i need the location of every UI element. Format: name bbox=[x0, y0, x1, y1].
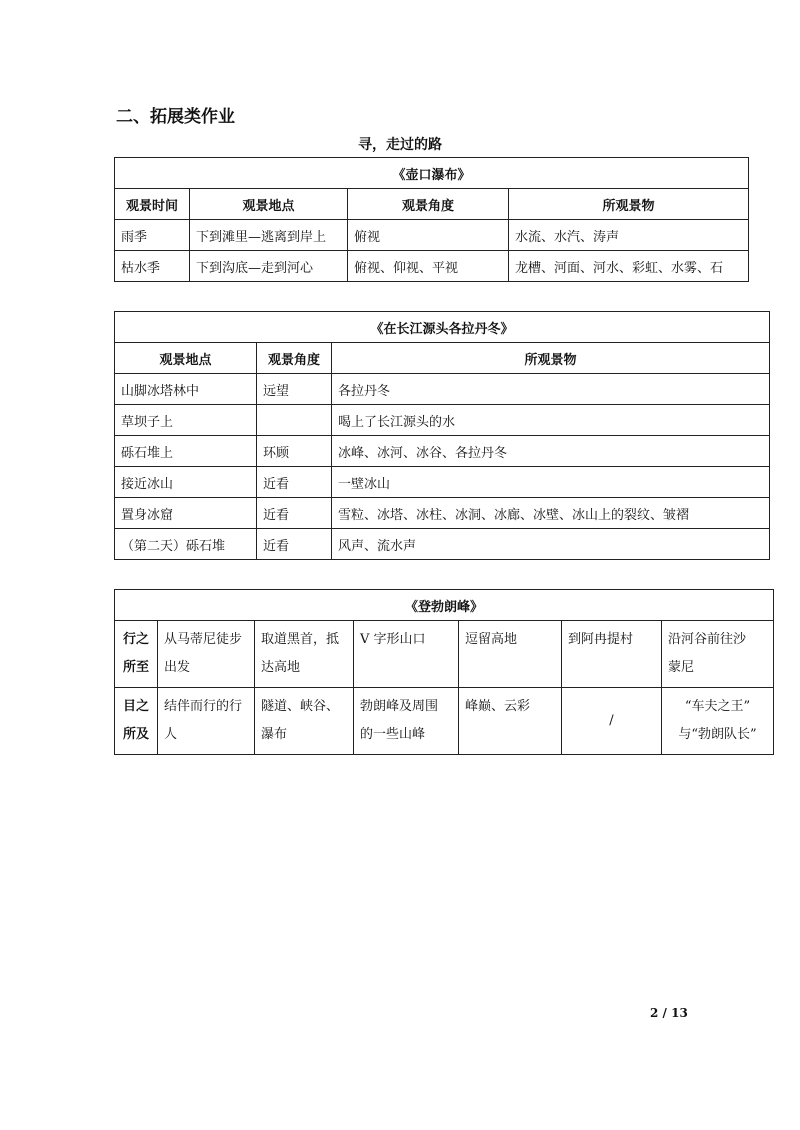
cell-line: 隧道、峡谷、 bbox=[261, 699, 340, 714]
table-cell: 草坝子上 bbox=[115, 405, 257, 436]
cell-line: V 字形山口 bbox=[360, 632, 426, 647]
table-row bbox=[115, 251, 749, 282]
column-header: 观景地点 bbox=[190, 189, 348, 220]
table-row bbox=[115, 467, 770, 498]
cell-line: 与“勃朗队长” bbox=[678, 727, 757, 742]
table-cell bbox=[562, 621, 662, 688]
row-header-line: 目之 bbox=[122, 699, 149, 714]
cell-line: 逗留高地 bbox=[465, 632, 518, 647]
table-cell: 风声、流水声 bbox=[332, 529, 770, 560]
page-title: 寻，走过的路 bbox=[358, 137, 442, 153]
hukou-waterfall-table bbox=[114, 157, 749, 282]
table-cell bbox=[255, 688, 354, 755]
cell-line: 达高地 bbox=[261, 660, 301, 675]
table-row bbox=[115, 529, 770, 560]
table-cell: 俯视、仰视、平视 bbox=[348, 251, 509, 282]
table-row bbox=[115, 405, 770, 436]
cell-line: “车夫之王” bbox=[684, 699, 751, 714]
table-cell bbox=[662, 621, 774, 688]
table-cell: （第二天）砾石堆 bbox=[115, 529, 257, 560]
table-cell bbox=[459, 688, 562, 755]
row-header-line: 所及 bbox=[122, 727, 149, 742]
column-header: 观景角度 bbox=[257, 343, 332, 374]
cell-line: 蒙尼 bbox=[668, 660, 695, 675]
table-cell: 近看 bbox=[257, 498, 332, 529]
table-cell: 枯水季 bbox=[115, 251, 190, 282]
table-cell: 龙槽、河面、河水、彩虹、水雾、石 bbox=[509, 251, 749, 282]
table-row bbox=[115, 436, 770, 467]
row-header-line: 行之 bbox=[122, 632, 149, 647]
cell-line: 人 bbox=[164, 727, 178, 742]
table-cell bbox=[459, 621, 562, 688]
page-number: 2 / 13 bbox=[650, 1006, 688, 1020]
table-cell bbox=[354, 688, 459, 755]
table-row bbox=[115, 688, 774, 755]
table-cell: 各拉丹冬 bbox=[332, 374, 770, 405]
cell-line: 的一些山峰 bbox=[360, 727, 426, 742]
table-cell: 砾石堆上 bbox=[115, 436, 257, 467]
table-cell: 环顾 bbox=[257, 436, 332, 467]
table-cell: 喝上了长江源头的水 bbox=[332, 405, 770, 436]
table-cell: 近看 bbox=[257, 467, 332, 498]
table-cell: 近看 bbox=[257, 529, 332, 560]
table-cell: 远望 bbox=[257, 374, 332, 405]
mont-blanc-table bbox=[114, 589, 774, 755]
cell-line: 沿河谷前往沙 bbox=[668, 632, 747, 647]
cell-line: 从马蒂尼徒步 bbox=[164, 632, 243, 647]
table-cell: 水流、水汽、涛声 bbox=[509, 220, 749, 251]
column-header: 观景时间 bbox=[115, 189, 190, 220]
section-heading: 二、拓展类作业 bbox=[116, 107, 235, 127]
table-cell: 俯视 bbox=[348, 220, 509, 251]
table-cell: 下到滩里—逃离到岸上 bbox=[190, 220, 348, 251]
column-header: 所观景物 bbox=[509, 189, 749, 220]
table-cell bbox=[158, 688, 255, 755]
table-row bbox=[115, 621, 774, 688]
row-header-line: 所至 bbox=[122, 660, 149, 675]
table-cell bbox=[662, 688, 774, 755]
column-header: 观景地点 bbox=[115, 343, 257, 374]
table-cell bbox=[562, 688, 662, 755]
column-header: 观景角度 bbox=[348, 189, 509, 220]
table-cell bbox=[354, 621, 459, 688]
table-cell: 雪粒、冰塔、冰柱、冰洞、冰廊、冰壁、冰山上的裂纹、皱褶 bbox=[332, 498, 770, 529]
table-cell: 雨季 bbox=[115, 220, 190, 251]
table-row bbox=[115, 498, 770, 529]
cell-line: 勃朗峰及周围 bbox=[360, 699, 439, 714]
cell-line: 峰巅、云彩 bbox=[465, 699, 531, 714]
cell-line: 出发 bbox=[164, 660, 191, 675]
row-header bbox=[115, 621, 158, 688]
table-cell bbox=[158, 621, 255, 688]
geladandong-table bbox=[114, 311, 770, 560]
table-row bbox=[115, 374, 770, 405]
cell-line: / bbox=[609, 713, 614, 728]
table-cell bbox=[257, 405, 332, 436]
column-header: 所观景物 bbox=[332, 343, 770, 374]
table-cell: 冰峰、冰河、冰谷、各拉丹冬 bbox=[332, 436, 770, 467]
table-cell bbox=[255, 621, 354, 688]
table-caption: 《在长江源头各拉丹冬》 bbox=[115, 312, 770, 343]
table-cell: 山脚冰塔林中 bbox=[115, 374, 257, 405]
table-cell: 接近冰山 bbox=[115, 467, 257, 498]
cell-line: 到阿冉提村 bbox=[568, 632, 634, 647]
table-cell: 下到沟底—走到河心 bbox=[190, 251, 348, 282]
table-caption: 《登勃朗峰》 bbox=[115, 590, 774, 621]
table-caption: 《壶口瀑布》 bbox=[115, 158, 749, 189]
cell-line: 取道黑首，抵 bbox=[261, 632, 340, 647]
table-cell: 一壁冰山 bbox=[332, 467, 770, 498]
cell-line: 瀑布 bbox=[261, 727, 288, 742]
table-cell: 置身冰窟 bbox=[115, 498, 257, 529]
row-header bbox=[115, 688, 158, 755]
table-row bbox=[115, 220, 749, 251]
cell-line: 结伴而行的行 bbox=[164, 699, 243, 714]
